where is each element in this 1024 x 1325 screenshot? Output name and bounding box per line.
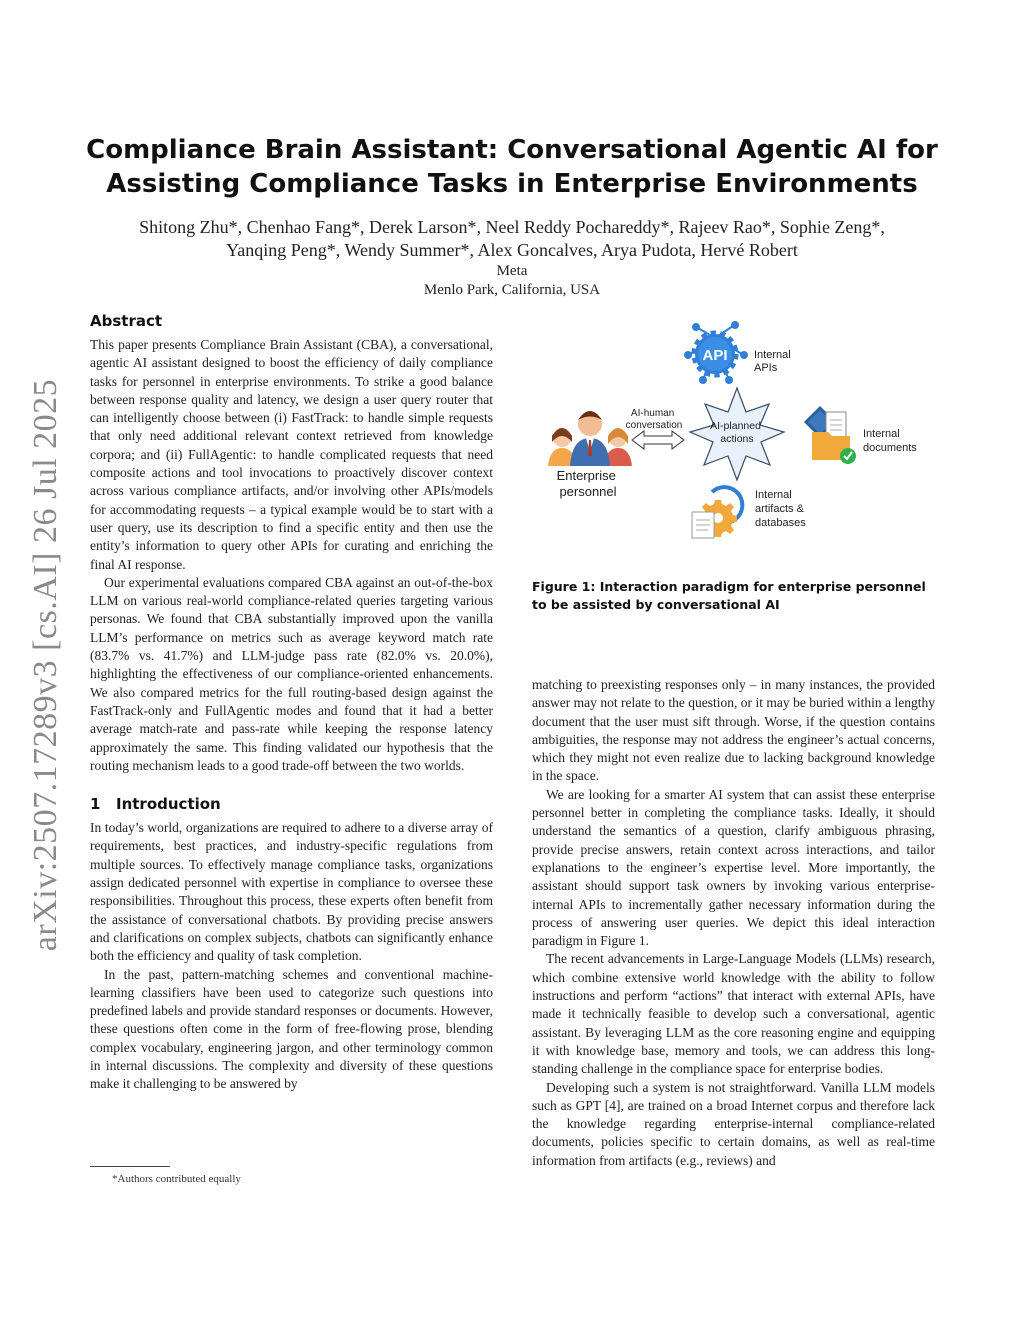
intro-paragraph: In the past, pattern-matching schemes and conventional machine-learning classifiers have been used to categorize such questions into predefined labels and provide standard responses or documents. However, these questions often come in the form of free-flowing prose, blending complex vocabulary, engineering jargon, and other terminology common in internal discussions. The complexity and diversity of these questions make it challenging to be answered by xyxy=(90,966,493,1092)
abstract-paragraph: Our experimental evaluations compared CBA against an out-of-the-box LLM on various real-world compliance-related queries targeting various personas. We found that CBA substantially improved upon the vanilla LLM’s performance on metrics such as average keyword match rate (83.7% vs. 41.7%) and LLM-judge pass rate (82.0% vs. 20.0%), highlighting the effectiveness of our compliance-oriented enhancements. We also compared metrics for the full routing-based design against the FastTrack-only and FullAgentic modes and found that it had a better average match-rate and pass-rate while keeping the response latency approximately the same. This finding validated our hypothesis that the routing mechanism leads to a good trade-off between the two worlds. xyxy=(90,574,493,773)
paper-title: Compliance Brain Assistant: Conversational Agentic AI for Assisting Compliance Tasks in Enterprise Environments xyxy=(86,135,938,199)
affiliation xyxy=(80,262,944,300)
left-column xyxy=(90,312,493,1094)
internal-artifacts-databases-icon xyxy=(692,487,742,538)
section-heading-introduction xyxy=(90,795,493,813)
ai-human-conversation-label: AI-human conversation xyxy=(625,408,683,431)
affiliation-location: Menlo Park, California, USA xyxy=(423,282,601,298)
api-gear-icon xyxy=(685,322,747,383)
intro-paragraph: The recent advancements in Large-Language Models (LLMs) research, which combine extensive world knowledge with the ability to follow instructions and perform “actions” that interact with external APIs, have made it technically feasible to develop such a conversational, agentic assistant. By leveraging LLM as the core reasoning engine and equipping it with knowledge base, memory and tools, we can address this long-standing challenge in the compliance space for enterprise bodies. xyxy=(532,951,935,1077)
author-list xyxy=(80,216,944,262)
authors-line-1: Shitong Zhu*, Chenhao Fang*, Derek Larson*, Neel Reddy Pochareddy*, Rajeev Rao*, Sophie Zeng*, xyxy=(139,217,885,237)
authors-line-2: Yanqing Peng*, Wendy Summer*, Alex Goncalves, Arya Pudota, Hervé Robert xyxy=(226,240,798,260)
section-title: Introduction xyxy=(116,795,221,814)
internal-apis-label: Internal APIs xyxy=(754,349,791,374)
internal-documents-label: Internal documents xyxy=(863,428,917,454)
intro-paragraph: In today’s world, organizations are required to adhere to a diverse array of requirements, best practices, and industry-specific regulations from multiple sources. To effectively manage compliance tasks, organizations assign dedicated personnel with expertise in compliance to oversee these responsibilities. Throughout this process, these experts often benefit from the assistance of conversational chatbots. By providing precise answers and clarifications on complex subjects, chatbots can significantly enhance both the efficiency and quality of task completion. xyxy=(90,820,493,964)
api-badge-label: API xyxy=(702,347,728,364)
intro-paragraph: We are looking for a smarter AI system that can assist these enterprise personnel better in completing the compliance tasks. Ideally, it should understand the semantics of a question, clarify ambiguous phrasing, provide precise answers, retain context across interactions, and tailor explanations to the engineer’s expertise level. More importantly, the assistant should support task owners by invoking various enterprise-internal APIs to incrementally gather necessary information during the process of answering user queries. We depict this ideal interaction paradigm in Figure 1. xyxy=(532,786,935,949)
figure-caption: Figure 1: Interaction paradigm for enterprise personnel to be assisted by conversational AI xyxy=(532,579,926,612)
footnote-divider xyxy=(90,1166,170,1167)
footnote: *Authors contributed equally xyxy=(112,1173,241,1185)
intro-paragraph: Developing such a system is not straightforward. Vanilla LLM models such as GPT [4], are trained on a broad Internet corpus and therefore lack the knowledge regarding enterprise-internal compliance-related documents, policies specific to certain domains, as well as real-time information from artifacts (e.g., reviews) and xyxy=(532,1079,935,1168)
enterprise-personnel-label: Enterprise personnel xyxy=(556,468,617,499)
intro-paragraph: matching to preexisting responses only – in many instances, the provided answer may not relate to the question, or it may be buried within a lengthy document that the user must sift through. Worse, if the question contains ambiguities, the response may not address the engineer’s actual concerns, which they might not even realize due to lacking background knowledge in the space. xyxy=(532,677,935,784)
abstract-paragraph: This paper presents Compliance Brain Assistant (CBA), a conversational, agentic AI assistant designed to boost the efficiency of daily compliance tasks for personnel in enterprise environments. To strike a good balance between response quality and latency, we design a user query router that can intelligently choose between (i) FastTrack: to handle simple requests that only need additional relevant context retrieved from knowledge corpora; and (ii) FullAgentic: to handle complicated requests that need composite actions and tool invocations to proactively discover context across various compliance artifacts, and/or involving other APIs/models for accommodating requests – a typical example would be to start with a user query, use its description to find a specific entity and then use the entity’s information to query other APIs for curating and enriching the final AI response. xyxy=(90,337,493,572)
right-column xyxy=(532,676,935,1170)
internal-documents-icon xyxy=(804,406,856,464)
arxiv-identifier: arXiv:2507.17289v3 [cs.AI] 26 Jul 2025 xyxy=(27,378,64,952)
abstract-heading: Abstract xyxy=(90,312,163,330)
enterprise-personnel-icon xyxy=(548,411,632,466)
internal-artifacts-label: Internal artifacts & databases xyxy=(755,489,806,529)
affiliation-org: Meta xyxy=(496,263,528,279)
ai-planned-actions-label: AI-planned actions xyxy=(710,420,761,445)
section-number: 1 xyxy=(90,795,101,814)
figure-1 xyxy=(532,320,935,570)
bidirectional-arrow-icon xyxy=(632,431,684,449)
